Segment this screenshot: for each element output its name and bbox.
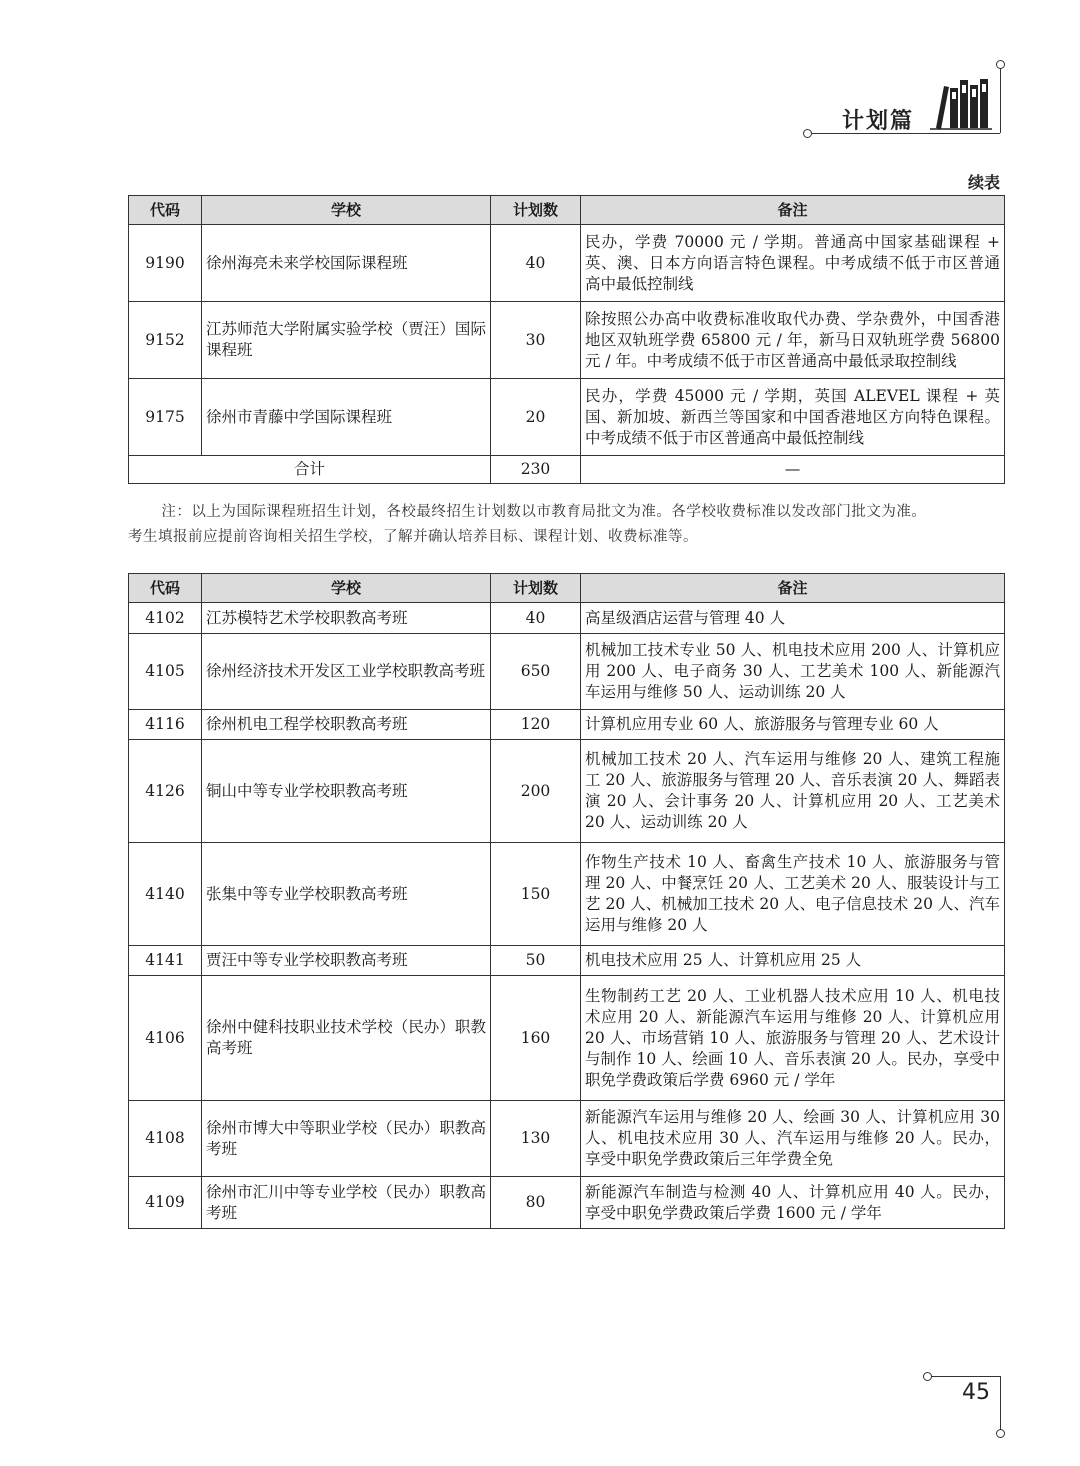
cell-count: 200 xyxy=(491,740,581,843)
cell-code: 4116 xyxy=(129,710,202,740)
cell-school: 张集中等专业学校职教高考班 xyxy=(202,843,491,946)
vocational-exam-table xyxy=(128,573,1005,1229)
cell-school: 徐州中健科技职业技术学校（民办）职教高考班 xyxy=(202,976,491,1101)
cell-school: 徐州市青藤中学国际课程班 xyxy=(202,379,491,456)
cell-note: 新能源汽车运用与维修 20 人、绘画 30 人、计算机应用 30 人、机电技术应用 30 人、汽车运用与维修 20 人。民办，享受中职免学费政策后三年学费全免 xyxy=(581,1101,1005,1177)
cell-count: 50 xyxy=(491,946,581,976)
note-paragraph xyxy=(128,500,1004,550)
cell-school: 铜山中等专业学校职教高考班 xyxy=(202,740,491,843)
header-school: 学校 xyxy=(202,196,491,225)
international-course-table xyxy=(128,195,1005,484)
header-dot-left xyxy=(803,129,812,138)
continued-label: 续表 xyxy=(967,173,1000,192)
cell-count: 160 xyxy=(491,976,581,1101)
header-dot-top xyxy=(996,60,1005,69)
cell-note: 高星级酒店运营与管理 40 人 xyxy=(581,603,1005,634)
cell-school: 徐州海亮未来学校国际课程班 xyxy=(202,225,491,302)
table-row xyxy=(129,1101,1005,1177)
table-row xyxy=(129,710,1005,740)
table-row xyxy=(129,843,1005,946)
cell-school: 徐州经济技术开发区工业学校职教高考班 xyxy=(202,634,491,710)
table-row xyxy=(129,946,1005,976)
page-number: 45 xyxy=(962,1380,990,1405)
cell-code: 9175 xyxy=(129,379,202,456)
cell-count: 650 xyxy=(491,634,581,710)
header-count: 计划数 xyxy=(491,196,581,225)
cell-note: 民办，学费 70000 元 / 学期。普通高中国家基础课程 + 英、澳、日本方向语言特色课程。中考成绩不低于市区普通高中最低控制线 xyxy=(581,225,1005,302)
cell-school: 徐州市博大中等职业学校（民办）职教高考班 xyxy=(202,1101,491,1177)
cell-count: 150 xyxy=(491,843,581,946)
section-title: 计划篇 xyxy=(842,108,915,134)
header-code: 代码 xyxy=(129,574,202,603)
total-count: 230 xyxy=(491,456,581,484)
cell-note: 生物制药工艺 20 人、工业机器人技术应用 10 人、机电技术应用 20 人、新能源汽车运用与维修 20 人、计算机应用 20 人、市场营销 10 人、旅游服务与管理 20 人、艺术设计与制作 10 人、绘画 10 人、音乐表演 20 人。民办，享受中职免学费政策后学费 6960 元 / 学年 xyxy=(581,976,1005,1101)
cell-school: 江苏模特艺术学校职教高考班 xyxy=(202,603,491,634)
footer-dot-left xyxy=(923,1372,932,1381)
cell-note: 机械加工技术 20 人、汽车运用与维修 20 人、建筑工程施工 20 人、旅游服务与管理 20 人、音乐表演 20 人、舞蹈表演 20 人、会计事务 20 人、计算机应用 20 人、工艺美术 20 人、运动训练 20 人 xyxy=(581,740,1005,843)
cell-code: 4126 xyxy=(129,740,202,843)
note-line-1: 注：以上为国际课程班招生计划，各校最终招生计划数以市教育局批文为准。各学校收费标准以发改部门批文为准。 xyxy=(161,504,927,520)
cell-note: 机械加工技术专业 50 人、机电技术应用 200 人、计算机应用 200 人、电子商务 30 人、工艺美术 100 人、新能源汽车运用与维修 50 人、运动训练 20 人 xyxy=(581,634,1005,710)
cell-note: 除按照公办高中收费标准收取代办费、学杂费外，中国香港地区双轨班学费 65800 元 / 年，新马日双轨班学费 56800 元 / 年。中考成绩不低于市区普通高中最低录取控制线 xyxy=(581,302,1005,379)
total-note: — xyxy=(581,456,1005,484)
total-label: 合计 xyxy=(129,456,491,484)
footer-rule-vertical xyxy=(1000,1376,1001,1431)
cell-note: 机电技术应用 25 人、计算机应用 25 人 xyxy=(581,946,1005,976)
table-row xyxy=(129,603,1005,634)
table-row xyxy=(129,302,1005,379)
cell-code: 4140 xyxy=(129,843,202,946)
table-row xyxy=(129,379,1005,456)
cell-code: 9190 xyxy=(129,225,202,302)
cell-code: 4108 xyxy=(129,1101,202,1177)
header-code: 代码 xyxy=(129,196,202,225)
cell-note: 新能源汽车制造与检测 40 人、计算机应用 40 人。民办，享受中职免学费政策后学费 1600 元 / 学年 xyxy=(581,1177,1005,1229)
cell-note: 作物生产技术 10 人、畜禽生产技术 10 人、旅游服务与管理 20 人、中餐烹饪 20 人、工艺美术 20 人、服装设计与工艺 20 人、机械加工技术 20 人、电子信息技术 20 人、汽车运用与维修 20 人 xyxy=(581,843,1005,946)
header-note: 备注 xyxy=(581,574,1005,603)
table-header-row xyxy=(129,574,1005,603)
cell-count: 30 xyxy=(491,302,581,379)
cell-school: 徐州市汇川中等专业学校（民办）职教高考班 xyxy=(202,1177,491,1229)
table-row xyxy=(129,225,1005,302)
cell-school: 江苏师范大学附属实验学校（贾汪）国际课程班 xyxy=(202,302,491,379)
cell-count: 40 xyxy=(491,225,581,302)
total-row xyxy=(129,456,1005,484)
cell-count: 130 xyxy=(491,1101,581,1177)
header-school: 学校 xyxy=(202,574,491,603)
cell-code: 4109 xyxy=(129,1177,202,1229)
cell-school: 贾汪中等专业学校职教高考班 xyxy=(202,946,491,976)
cell-code: 4105 xyxy=(129,634,202,710)
footer-dot-bottom xyxy=(996,1429,1005,1438)
cell-school: 徐州机电工程学校职教高考班 xyxy=(202,710,491,740)
cell-code: 4106 xyxy=(129,976,202,1101)
header-note: 备注 xyxy=(581,196,1005,225)
table-row xyxy=(129,634,1005,710)
cell-code: 4102 xyxy=(129,603,202,634)
note-line-2: 考生填报前应提前咨询相关招生学校，了解并确认培养目标、课程计划、收费标准等。 xyxy=(128,529,698,545)
table-header-row xyxy=(129,196,1005,225)
cell-note: 民办，学费 45000 元 / 学期，英国 ALEVEL 课程 + 英国、新加坡、新西兰等国家和中国香港地区方向特色课程。中考成绩不低于市区普通高中最低控制线 xyxy=(581,379,1005,456)
cell-count: 40 xyxy=(491,603,581,634)
table-row xyxy=(129,740,1005,843)
cell-note: 计算机应用专业 60 人、旅游服务与管理专业 60 人 xyxy=(581,710,1005,740)
cell-count: 20 xyxy=(491,379,581,456)
footer-rule-horizontal xyxy=(930,1376,1000,1377)
cell-code: 4141 xyxy=(129,946,202,976)
cell-count: 80 xyxy=(491,1177,581,1229)
table-row xyxy=(129,976,1005,1101)
table-row xyxy=(129,1177,1005,1229)
cell-code: 9152 xyxy=(129,302,202,379)
header-count: 计划数 xyxy=(491,574,581,603)
header-rule-vertical xyxy=(1000,66,1001,133)
cell-count: 120 xyxy=(491,710,581,740)
books-icon xyxy=(930,76,992,130)
